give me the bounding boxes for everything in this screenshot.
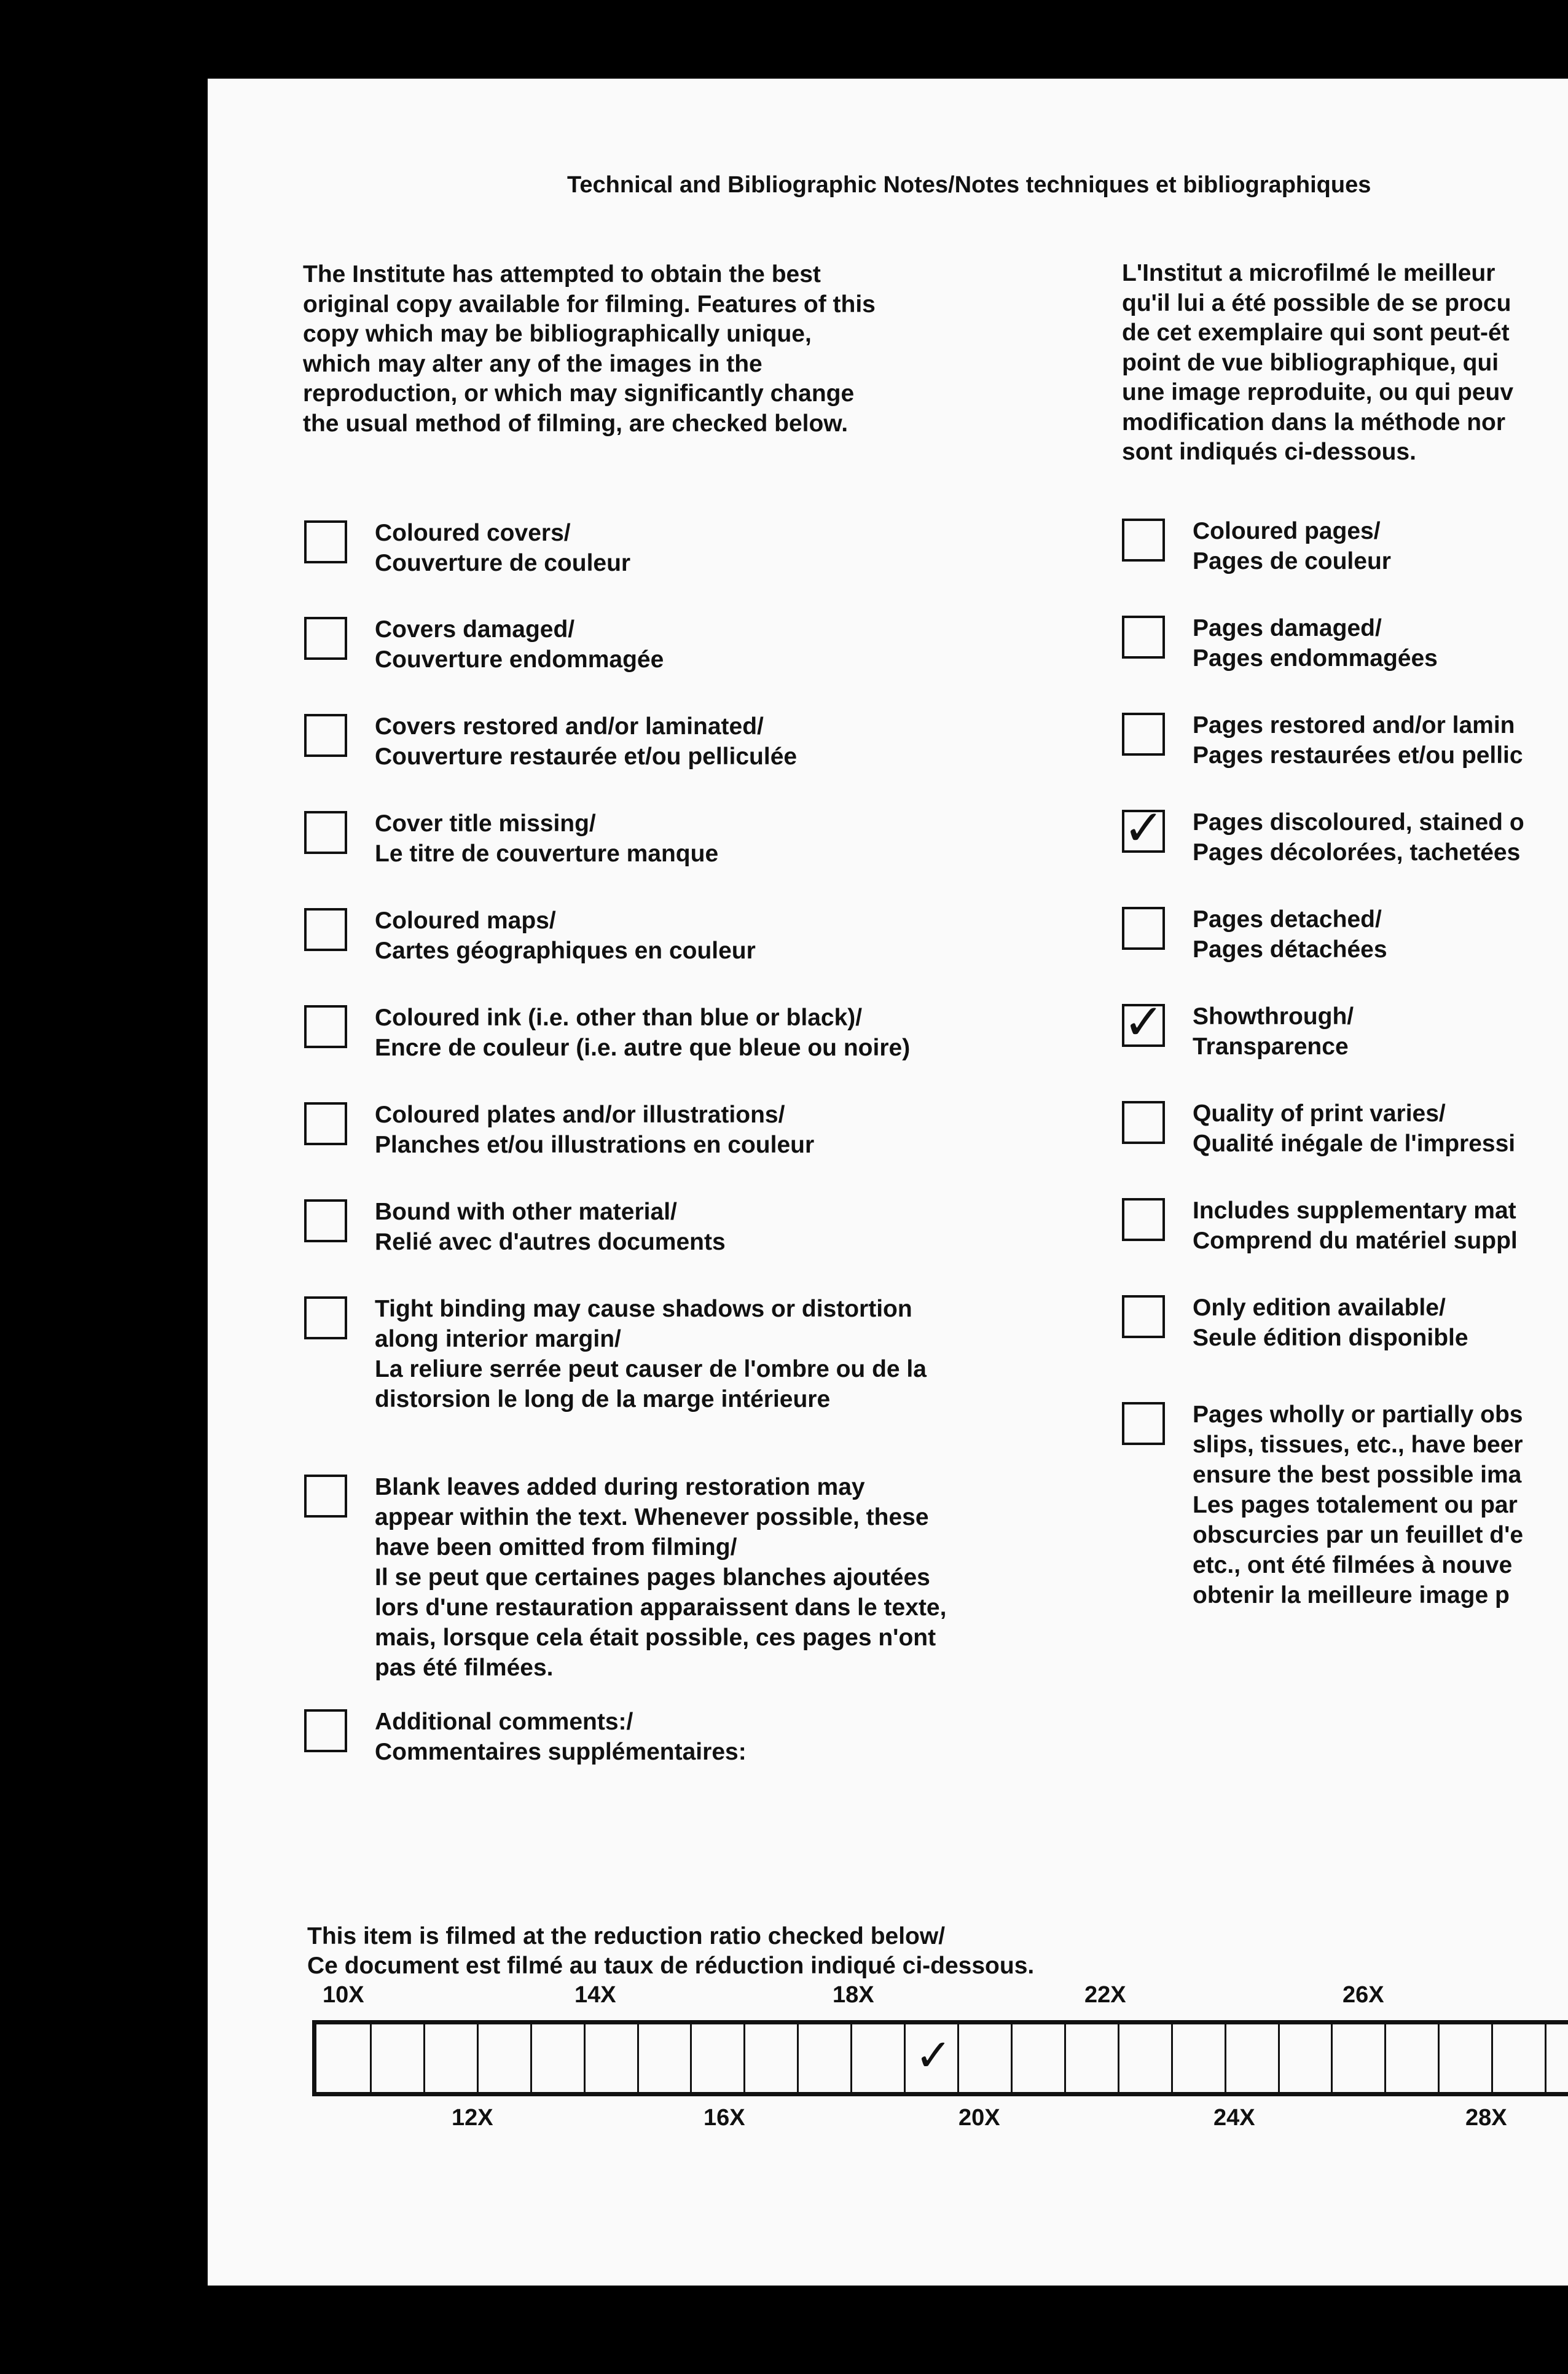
left-item-label-2: Covers restored and/or laminated/ Couverture restaurée et/ou pelliculée — [375, 713, 798, 770]
bottom-ratio-label-1: 16X — [704, 2105, 745, 2131]
right-item-label-0: Coloured pages/ Pages de couleur — [1193, 518, 1391, 574]
strip-divider — [904, 2024, 906, 2092]
strip-divider — [423, 2024, 425, 2092]
left-item-checkbox-9[interactable] — [304, 1475, 347, 1518]
right-item-label-4: Pages detached/ Pages détachées — [1193, 906, 1387, 963]
strip-divider — [530, 2024, 532, 2092]
right-item-checkbox-0[interactable] — [1122, 519, 1165, 562]
strip-divider — [850, 2024, 852, 2092]
strip-divider — [584, 2024, 586, 2092]
left-item-label-0: Coloured covers/ Couverture de couleur — [375, 520, 631, 576]
top-ratio-label-1: 14X — [574, 1982, 616, 2008]
left-item-label-6: Coloured plates and/or illustrations/ Planches et/ou illustrations en couleur — [375, 1102, 815, 1158]
right-item-checkbox-4[interactable] — [1122, 907, 1165, 950]
top-ratio-label-0: 10X — [323, 1982, 364, 2008]
strip-divider — [1545, 2024, 1546, 2092]
strip-divider — [797, 2024, 799, 2092]
strip-divider — [1171, 2024, 1173, 2092]
left-item-checkbox-8[interactable] — [304, 1296, 347, 1339]
left-item-label-9: Blank leaves added during restoration may appear within the text. Whenever possible, these have been omitted from filming/ Il se peut que certaines pages blanches ajoutées lors d'une restauration apparaissent dans le texte, mais, lorsque cela était possible, ces pages n'ont pas été filmées. — [375, 1474, 947, 1681]
left-item-label-3: Cover title missing/ Le titre de couverture manque — [375, 810, 719, 867]
bottom-ratio-label-4: 28X — [1465, 2105, 1507, 2131]
strip-divider — [1118, 2024, 1119, 2092]
strip-divider — [1438, 2024, 1440, 2092]
right-item-checkbox-9[interactable] — [1122, 1402, 1165, 1445]
right-item-label-6: Quality of print varies/ Qualité inégale de l'impressi — [1193, 1100, 1516, 1157]
left-item-label-7: Bound with other material/ Relié avec d'autres documents — [375, 1199, 726, 1255]
left-item-checkbox-4[interactable] — [304, 908, 347, 951]
strip-divider — [690, 2024, 692, 2092]
left-item-label-4: Coloured maps/ Cartes géographiques en couleur — [375, 907, 756, 964]
strip-divider — [1331, 2024, 1333, 2092]
right-item-label-8: Only edition available/ Seule édition disponible — [1193, 1295, 1468, 1351]
right-item-checkbox-1[interactable] — [1122, 616, 1165, 659]
strip-divider — [1011, 2024, 1013, 2092]
left-item-label-1: Covers damaged/ Couverture endommagée — [375, 616, 664, 673]
left-item-label-8: Tight binding may cause shadows or distortion along interior margin/ La reliure serrée peut causer de l'ombre ou de la distorsion le long de la marge intérieure — [375, 1296, 927, 1412]
left-item-label-10: Additional comments:/ Commentaires supplémentaires: — [375, 1709, 747, 1765]
left-item-checkbox-2[interactable] — [304, 714, 347, 757]
top-ratio-label-3: 22X — [1084, 1982, 1126, 2008]
right-item-check-mark-3: ✓ — [1123, 799, 1165, 856]
right-item-label-2: Pages restored and/or lamin Pages restaurées et/ou pellic — [1193, 712, 1523, 769]
left-item-checkbox-7[interactable] — [304, 1199, 347, 1242]
right-item-label-1: Pages damaged/ Pages endommagées — [1193, 615, 1438, 672]
right-item-checkbox-6[interactable] — [1122, 1101, 1165, 1144]
notes-page — [208, 79, 1568, 2286]
reduction-ratio-note: This item is filmed at the reduction ratio checked below/ Ce document est filmé au taux de réduction indiqué ci-dessous. — [307, 1923, 1035, 1979]
left-item-checkbox-5[interactable] — [304, 1005, 347, 1048]
right-item-checkbox-8[interactable] — [1122, 1295, 1165, 1338]
strip-divider — [743, 2024, 745, 2092]
bottom-ratio-label-3: 24X — [1213, 2105, 1255, 2131]
left-item-checkbox-10[interactable] — [304, 1709, 347, 1752]
left-item-checkbox-1[interactable] — [304, 617, 347, 660]
bottom-ratio-label-2: 20X — [958, 2105, 1000, 2131]
right-item-check-mark-5: ✓ — [1123, 993, 1165, 1051]
intro-french: L'Institut a microfilmé le meilleur qu'il lui a été possible de se procu de cet exemplaire qui sont peut-ét point de vue bibliographique, qui une image reproduite, ou qui peuv modification dans la méthode nor sont indiqués ci-dessous. — [1122, 260, 1514, 465]
strip-divider — [370, 2024, 372, 2092]
strip-divider — [957, 2024, 959, 2092]
right-item-label-3: Pages discoloured, stained o Pages décolorées, tachetées — [1193, 809, 1524, 866]
strip-divider — [1064, 2024, 1066, 2092]
right-item-label-5: Showthrough/ Transparence — [1193, 1003, 1354, 1060]
left-item-checkbox-0[interactable] — [304, 520, 347, 563]
right-item-checkbox-7[interactable] — [1122, 1198, 1165, 1241]
right-item-label-7: Includes supplementary mat Comprend du matériel suppl — [1193, 1197, 1518, 1254]
left-item-checkbox-6[interactable] — [304, 1102, 347, 1145]
strip-check-mark: ✓ — [915, 2029, 952, 2081]
strip-divider — [1225, 2024, 1226, 2092]
strip-divider — [1384, 2024, 1386, 2092]
intro-english: The Institute has attempted to obtain the best original copy available for filming. Features of this copy which may be bibliographically unique, which may alter any of the images in the reproduction, or which may significantly change the usual method of filming, are checked below. — [303, 261, 876, 437]
strip-divider — [637, 2024, 639, 2092]
strip-divider — [1491, 2024, 1493, 2092]
top-ratio-label-2: 18X — [833, 1982, 874, 2008]
bottom-ratio-label-0: 12X — [452, 2105, 493, 2131]
strip-divider — [1278, 2024, 1280, 2092]
left-item-label-5: Coloured ink (i.e. other than blue or black)/ Encre de couleur (i.e. autre que bleue ou noire) — [375, 1005, 911, 1061]
page-title: Technical and Bibliographic Notes/Notes techniques et bibliographiques — [567, 172, 1371, 198]
top-ratio-label-4: 26X — [1343, 1982, 1384, 2008]
strip-divider — [477, 2024, 479, 2092]
reduction-ratio-strip — [312, 2020, 1568, 2096]
right-item-label-9: Pages wholly or partially obs slips, tissues, etc., have beer ensure the best possible ima Les pages totalement ou par obscurcies par un feuillet d'e etc., ont été filmées à nouve obtenir la meilleure image p — [1193, 1401, 1524, 1608]
right-item-checkbox-2[interactable] — [1122, 713, 1165, 756]
left-item-checkbox-3[interactable] — [304, 811, 347, 854]
